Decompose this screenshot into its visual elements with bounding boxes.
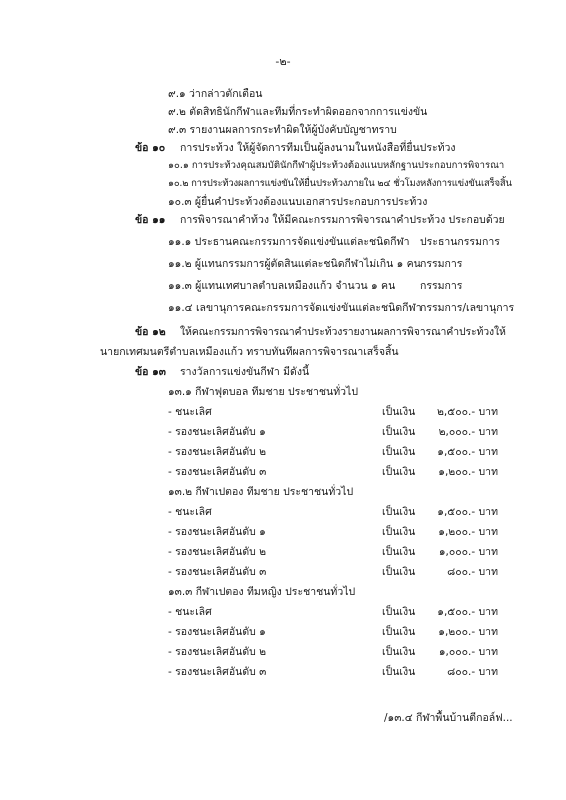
item-11-2-role: กรรมการ: [420, 258, 463, 270]
page-number: -๒-: [275, 55, 291, 68]
article-13-text: รางวัลการแข่งขันกีฬา มีดังนี้: [180, 366, 310, 378]
item-9-1: ๙.๑ ว่ากล่าวตักเตือน: [168, 88, 263, 100]
prize-amount: ๘๐๐.- บาท: [447, 666, 498, 678]
prize-label: - ชนะเลิศ: [168, 406, 212, 418]
prize-group-heading: ๑๓.๑ กีฬาฟุตบอล ทีมชาย ประชาชนทั่วไป: [168, 386, 358, 398]
prize-amount-prefix: เป็นเงิน: [382, 406, 416, 418]
prize-amount-prefix: เป็นเงิน: [382, 606, 416, 618]
item-10-2: ๑๐.๒ การประท้วงผลการแข่งขันให้ยื่นประท้วงภายใน ๒๔ ชั่วโมงหลังการแข่งขันเสร็จสิ้น: [168, 178, 512, 189]
prize-label: - รองชนะเลิศอันดับ ๓: [168, 566, 267, 578]
prize-amount-prefix: เป็นเงิน: [382, 426, 416, 438]
prize-amount: ๘๐๐.- บาท: [447, 566, 498, 578]
prize-label: - รองชนะเลิศอันดับ ๑: [168, 426, 266, 438]
item-11-2: ๑๑.๒ ผู้แทนกรรมการผู้ตัดสินแต่ละชนิดกีฬาไม่เกิน ๑ คน: [168, 258, 421, 270]
prize-amount-prefix: เป็นเงิน: [382, 506, 416, 518]
prize-amount: ๑,๐๐๐.- บาท: [438, 546, 498, 558]
prize-label: - รองชนะเลิศอันดับ ๓: [168, 466, 267, 478]
prize-amount: ๑,๒๐๐.- บาท: [438, 526, 498, 538]
prize-label: - รองชนะเลิศอันดับ ๓: [168, 666, 267, 678]
item-11-1: ๑๑.๑ ประธานคณะกรรมการจัดแข่งขันแต่ละชนิดกีฬา: [168, 236, 410, 248]
prize-amount: ๑,๒๐๐.- บาท: [438, 466, 498, 478]
prize-amount-prefix: เป็นเงิน: [382, 546, 416, 558]
prize-label: - รองชนะเลิศอันดับ ๒: [168, 446, 267, 458]
prize-label: - ชนะเลิศ: [168, 606, 212, 618]
prize-group-heading: ๑๓.๒ กีฬาเปตอง ทีมชาย ประชาชนทั่วไป: [168, 486, 354, 498]
prize-amount: ๑,๕๐๐.- บาท: [437, 446, 498, 458]
prize-amount-prefix: เป็นเงิน: [382, 666, 416, 678]
prize-label: - รองชนะเลิศอันดับ ๑: [168, 626, 266, 638]
prize-amount: ๒,๐๐๐.- บาท: [438, 426, 498, 438]
prize-amount: ๑,๕๐๐.- บาท: [437, 606, 498, 618]
prize-label: - รองชนะเลิศอันดับ ๒: [168, 546, 267, 558]
item-11-3: ๑๑.๓ ผู้แทนเทศบาลตำบลเหมืองแก้ว จำนวน ๑ คน: [168, 280, 396, 292]
item-11-4-role: กรรมการ/เลขานุการ: [420, 302, 515, 314]
item-11-4: ๑๑.๔ เลขานุการคณะกรรมการจัดแข่งขันแต่ละชนิดกีฬา: [168, 302, 422, 314]
prize-amount-prefix: เป็นเงิน: [382, 646, 416, 658]
item-11-3-role: กรรมการ: [420, 280, 463, 292]
prize-amount: ๑,๐๐๐.- บาท: [438, 646, 498, 658]
article-12-text: ให้คณะกรรมการพิจารณาคำประท้วงรายงานผลการพิจารณาคำประท้วงให้: [180, 326, 506, 338]
prize-amount-prefix: เป็นเงิน: [382, 626, 416, 638]
prize-label: - รองชนะเลิศอันดับ ๑: [168, 526, 266, 538]
prize-amount-prefix: เป็นเงิน: [382, 526, 416, 538]
prize-amount: ๑,๕๐๐.- บาท: [437, 506, 498, 518]
article-11-text: การพิจารณาคำท้วง ให้มีคณะกรรมการพิจารณาคำประท้วง ประกอบด้วย: [180, 214, 505, 226]
continuation-note: /๑๓.๔ กีฬาพื้นบ้านตีกอล์ฟ...: [384, 712, 513, 724]
article-10-label: ข้อ ๑๐: [135, 142, 166, 154]
prize-amount-prefix: เป็นเงิน: [382, 466, 416, 478]
item-10-1: ๑๐.๑ การประท้วงคุณสมบัตินักกีฬาผู้ประท้วงต้องแนบหลักฐานประกอบการพิจารณา: [168, 160, 505, 171]
article-10-text: การประท้วง ให้ผู้จัดการทีมเป็นผู้ลงนามในหนังสือที่ยื่นประท้วง: [180, 142, 456, 154]
item-10-3: ๑๐.๓ ผู้ยื่นคำประท้วงต้องแนบเอกสารประกอบการประท้วง: [168, 196, 428, 208]
prize-label: - รองชนะเลิศอันดับ ๒: [168, 646, 267, 658]
prize-amount: ๒,๕๐๐.- บาท: [437, 406, 498, 418]
article-11-label: ข้อ ๑๑: [135, 214, 166, 226]
prize-label: - ชนะเลิศ: [168, 506, 212, 518]
article-12-label: ข้อ ๑๒: [135, 326, 166, 338]
item-9-3: ๙.๓ รายงานผลการกระทำผิดให้ผู้บังคับบัญชาทราบ: [168, 124, 397, 136]
prize-amount-prefix: เป็นเงิน: [382, 446, 416, 458]
item-9-2: ๙.๒ ตัดสิทธินักกีฬาและทีมที่กระทำผิดออกจากการแข่งขัน: [168, 106, 428, 118]
item-11-1-role: ประธานกรรมการ: [420, 236, 500, 248]
article-13-label: ข้อ ๑๓: [135, 366, 166, 378]
article-12-text-cont: นายกเทศมนตรีตำบลเหมืองแก้ว ทราบทันทีผลการพิจารณาเสร็จสิ้น: [100, 346, 399, 358]
prize-group-heading: ๑๓.๓ กีฬาเปตอง ทีมหญิง ประชาชนทั่วไป: [168, 586, 356, 598]
prize-amount: ๑,๒๐๐.- บาท: [438, 626, 498, 638]
prize-amount-prefix: เป็นเงิน: [382, 566, 416, 578]
